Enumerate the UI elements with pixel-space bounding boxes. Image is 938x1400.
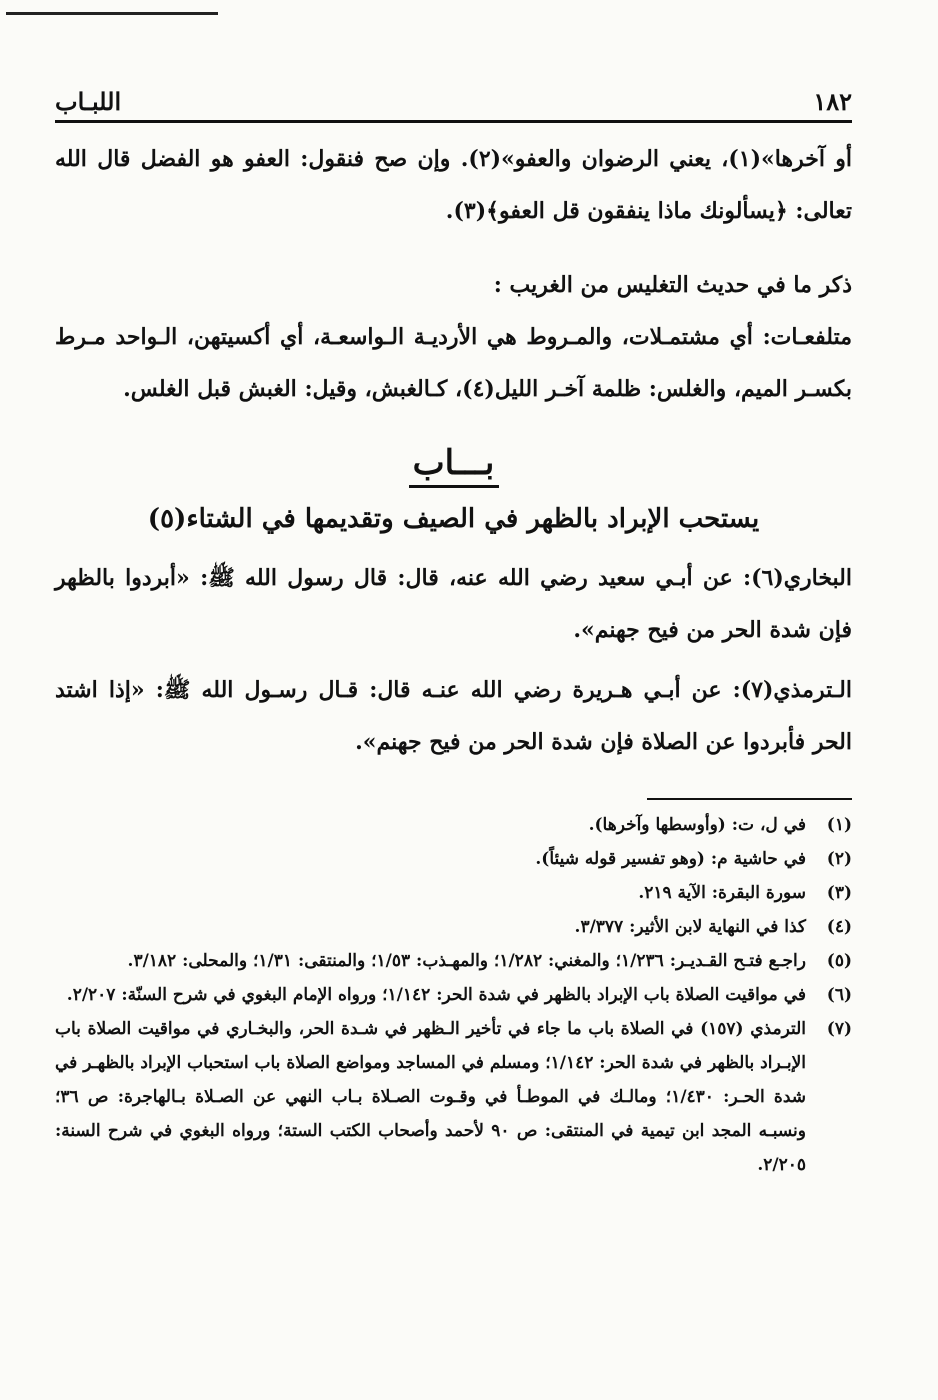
page	[55, 72, 852, 1182]
footnote	[55, 944, 852, 978]
footnote	[55, 1012, 852, 1182]
footnote	[55, 808, 852, 842]
footnote-number: (٦)	[826, 985, 852, 1005]
footnote-rule	[647, 798, 852, 800]
paragraph-3: متلفعـات: أي مشتمـلات، والمـروط هي الأرديـة الـواسعـة، أي أكسيتهن، الـواحد مـرط بكسـر الميم، والغلس: ظلمة آخـر الليل(٤)، كـالغبش، وقيل: الغبش قبل الغلس.	[55, 324, 852, 402]
paragraph-1: أو آخرها»(١)، يعني الرضوان والعفو»(٢). وإن صح فنقول: العفو هو الفضل قال الله تعالى: ﴿يسألونك ماذا ينفقون قل العفو﴾(٣).	[55, 146, 852, 224]
book-title: اللبـاب	[55, 87, 122, 116]
footnote-number: (١)	[826, 815, 852, 835]
paragraph-5: الـترمذي(٧): عن أبـي هـريرة رضي الله عنـه قال: قـال رسـول الله ﷺ: «إذا اشتد الحر فأبردوا عن الصلاة فإن شدة الحر من فيح جهنم».	[55, 677, 852, 755]
chapter-heading: بـــاب	[412, 443, 495, 483]
paragraph-4: البخاري(٦): عن أبـي سعيد رضي الله عنه، قال: قال رسول الله ﷺ: «أبردوا بالظهر فإن شدة الحر من فيح جهنم».	[55, 565, 852, 643]
footnote-text: راجـع فتـح القـديـر: ١/٢٣٦؛ والمغني: ١/٢٨٢؛ والمهـذب: ١/٥٣؛ والمنتقى: ١/٣١؛ والمحلى: ٣/١٨٢.	[127, 951, 806, 971]
footnote-number: (٤)	[826, 917, 852, 937]
top-edge-rule	[6, 12, 218, 15]
page-number: ١٨٢	[813, 87, 852, 116]
footnote-number: (٧)	[826, 1019, 852, 1039]
footnote	[55, 876, 852, 910]
footnotes	[55, 808, 852, 1182]
footnote-number: (٢)	[826, 849, 852, 869]
chapter-heading-rule	[409, 485, 499, 488]
footnote-text: كذا في النهاية لابن الأثير: ٣/٣٧٧.	[574, 917, 806, 937]
footnote	[55, 842, 852, 876]
header-rule	[55, 120, 852, 123]
paragraph-2: ذكر ما في حديث التغليس من الغريب :	[493, 272, 852, 298]
footnote-text: في مواقيت الصلاة باب الإبراد بالظهر في شدة الحر: ١/١٤٢؛ ورواه الإمام البغوي في شرح السنّة: ٢/٢٠٧.	[66, 985, 806, 1005]
footnote-number: (٥)	[826, 951, 852, 971]
footnote-text: الترمذي (١٥٧) في الصلاة باب ما جاء في تأخير الـظهر في شـدة الحر، والبخـاري في مواقيت الصلاة باب الإبـراد بالظهر في شدة الحر: ١/١٤٢؛ ومسلم في المساجد ومواضع الصلاة باب استحباب الإبراد بالظهـر في شدة الحـر: ١/٤٣٠؛ ومالـك في الموطـأ في وقـوت الصـلاة بـاب النهي عن الصـلاة بـالهاجرة: ص ٣٦؛ ونسبـه المجد ابن تيمية في المنتقى: ص ٩٠ لأحمد وأصحاب الكتب الستة؛ ورواه البغوي في شرح السنة: ٢/٢٠٥.	[55, 1019, 807, 1175]
footnote-text: في ل، ت: (وأوسطها وآخرها).	[588, 815, 806, 835]
footnote	[55, 910, 852, 944]
footnote-text: في حاشية م: (وهو تفسير قوله شيئاً).	[535, 849, 806, 869]
chapter-title: يستحب الإبراد بالظهر في الصيف وتقديمها في الشتاء(٥)	[147, 504, 760, 534]
footnote	[55, 978, 852, 1012]
footnote-number: (٣)	[826, 883, 852, 903]
footnote-text: سورة البقرة: الآية ٢١٩.	[638, 883, 806, 903]
running-header	[55, 72, 852, 116]
